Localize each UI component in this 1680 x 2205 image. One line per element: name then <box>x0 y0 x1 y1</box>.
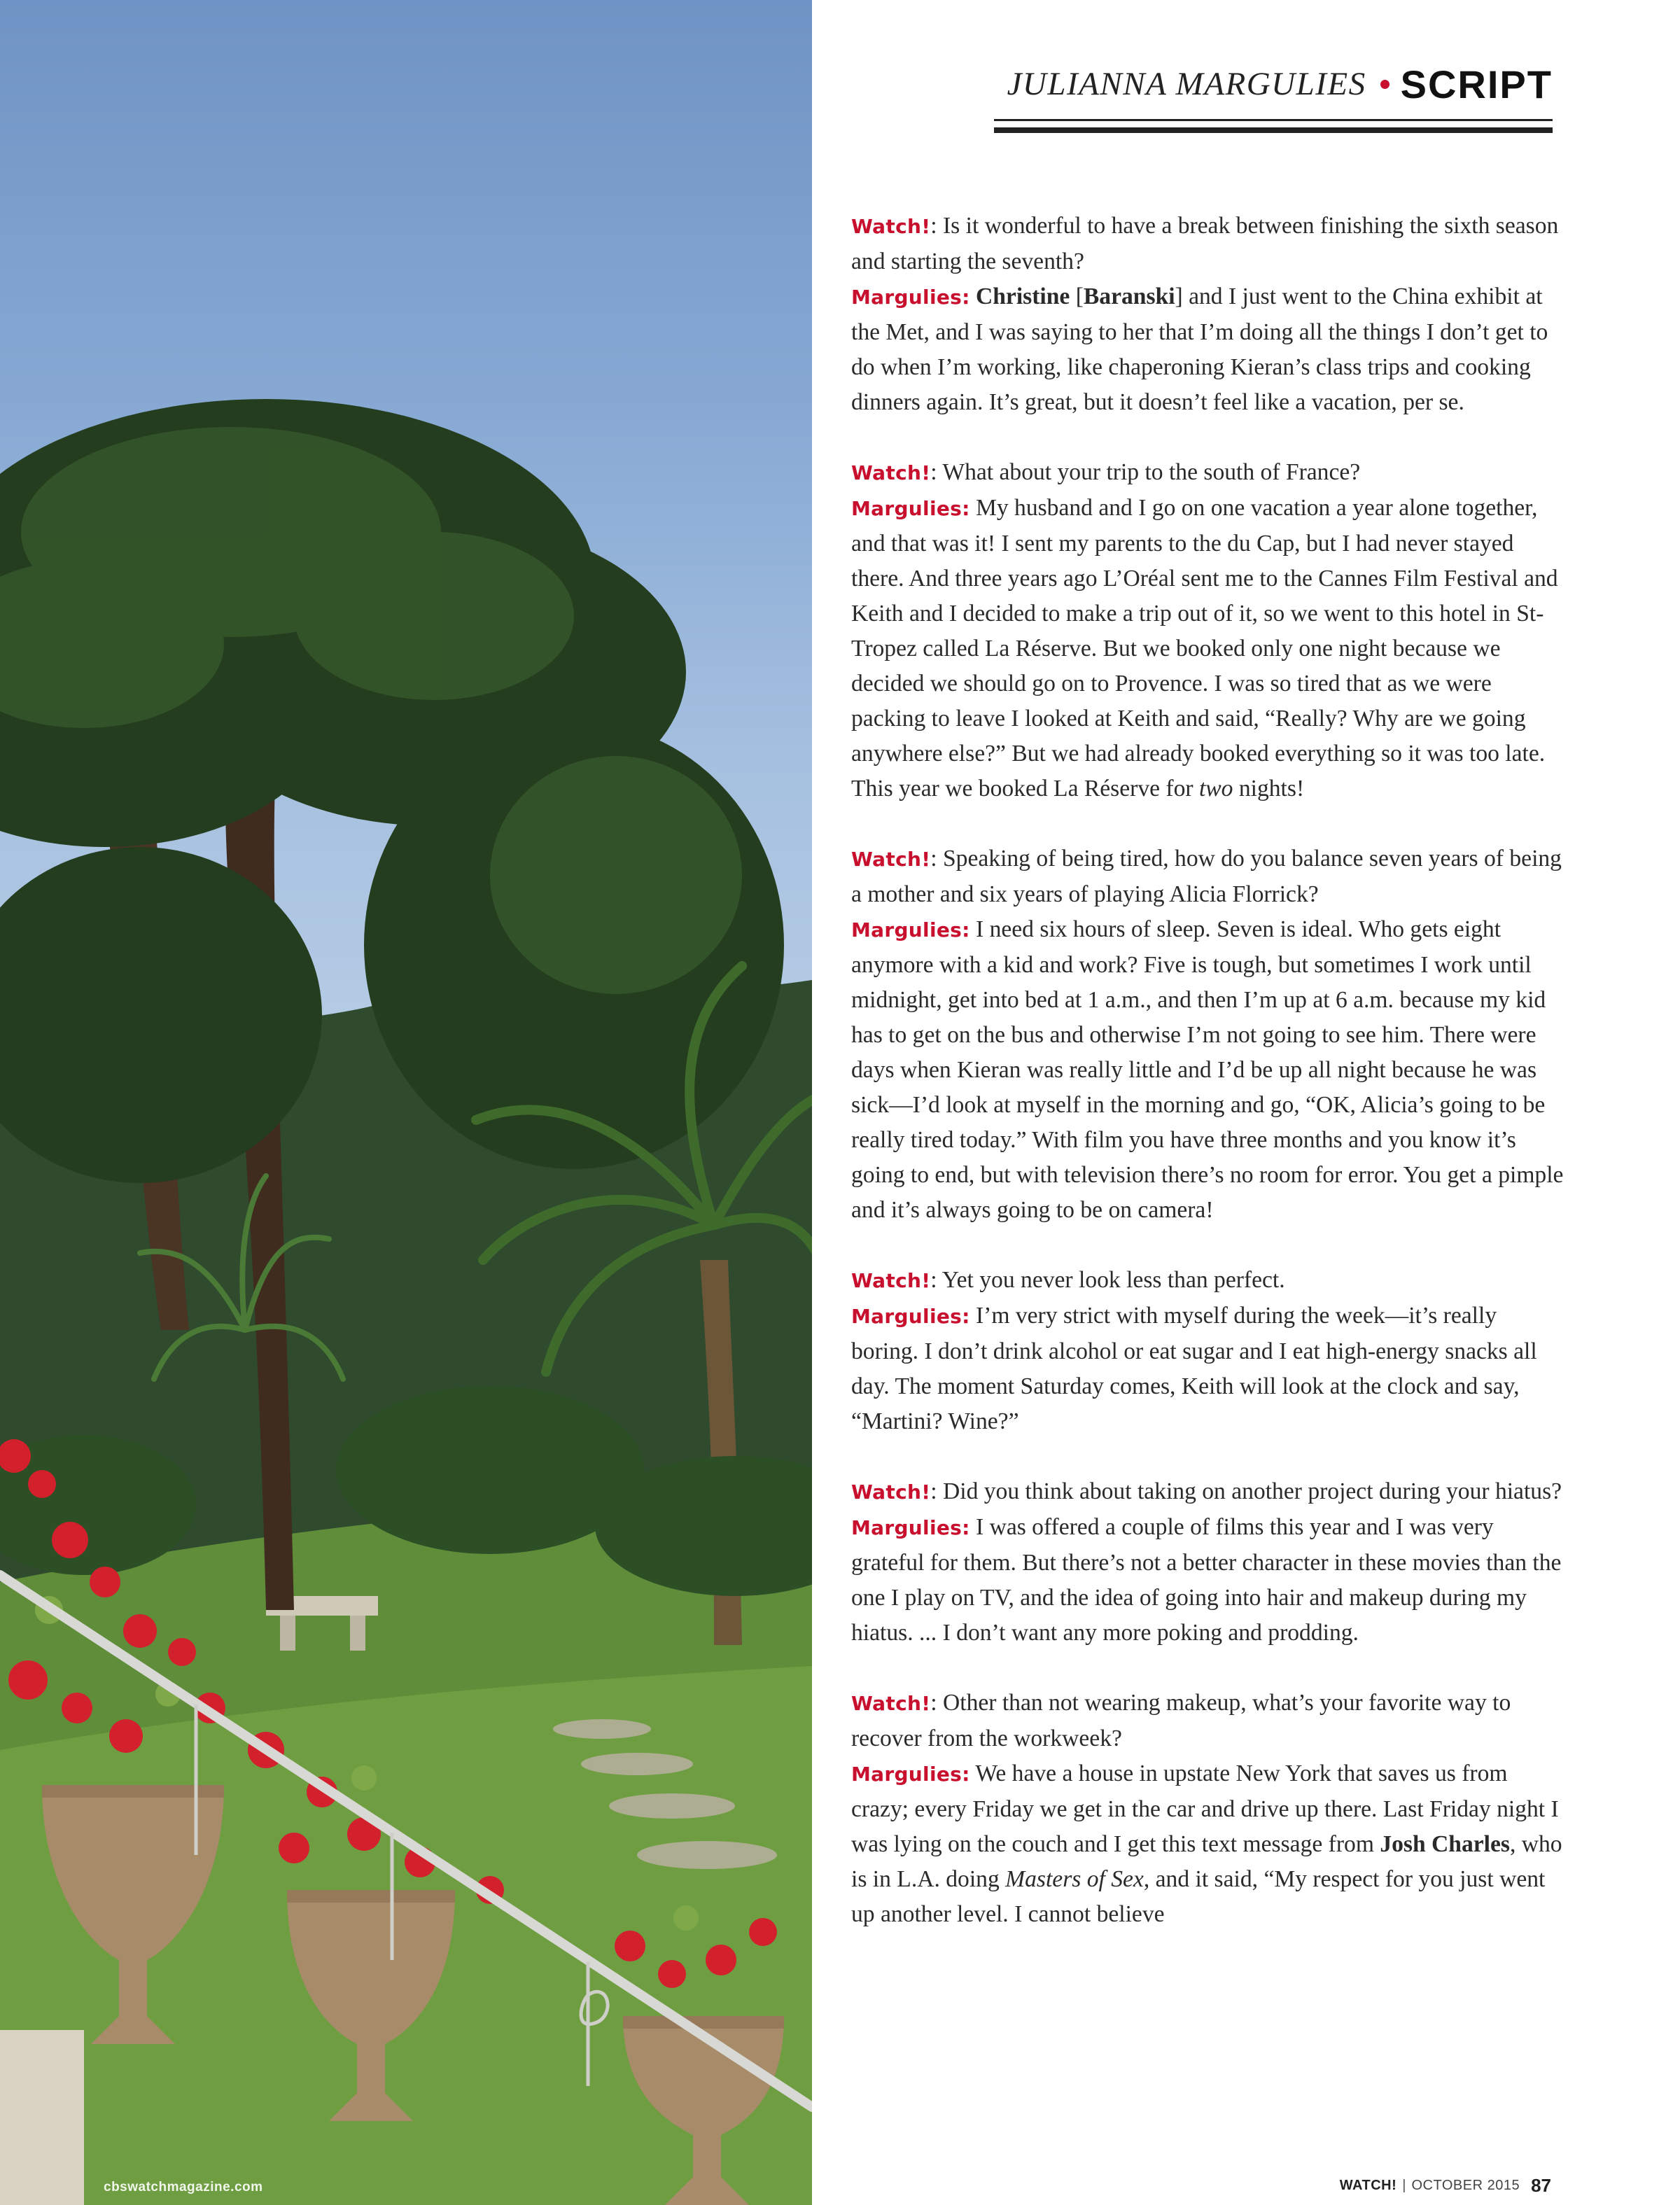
answer-text: ] and I just went to the China exhibit at the Met, and I was saying to her that I’m doing all the things I don’t get to do when I’m working, like chaperoning Kieran’s class trips and cooking dinners again. It’s great, but it doesn’t feel like a vacation, per se. <box>851 284 1548 415</box>
footer-separator: | <box>1402 2177 1406 2193</box>
page-footer <box>1190 2173 1551 2198</box>
photo-credit-url: cbswatchmagazine.com <box>104 2180 263 2194</box>
answer-text: I’m very strict with myself during the week—it’s really boring. I don’t drink alcohol or eat sugar and I eat high-energy snacks all day. The moment Saturday comes, Keith will look at the clock and say, “Martini? Wine?” <box>851 1303 1537 1434</box>
answer <box>851 1298 1565 1439</box>
answer <box>851 491 1565 806</box>
header-rule-thick <box>994 127 1553 133</box>
speaker-label-margulies: Margulies: <box>851 286 970 309</box>
garden-photo <box>0 0 812 2205</box>
answer-text: [ <box>1070 284 1084 309</box>
answer-text: We have a house in upstate New York that saves us from crazy; every Friday we get in the car and drive up there. Last Friday night I was lying on the couch and I get this text message from <box>851 1760 1559 1857</box>
question-text: : Other than not wearing makeup, what’s your favorite way to recover from the workweek? <box>851 1690 1511 1751</box>
answer <box>851 912 1565 1228</box>
page-number: 87 <box>1531 2174 1551 2196</box>
person-name: Christine <box>976 284 1070 309</box>
speaker-label-watch: Watch! <box>851 1269 931 1292</box>
speaker-label-watch: Watch! <box>851 1692 931 1715</box>
qa-block-2 <box>851 455 1565 806</box>
answer-text: nights! <box>1233 776 1305 802</box>
qa-block-6 <box>851 1686 1565 1932</box>
question <box>851 209 1565 279</box>
speaker-label-margulies: Margulies: <box>851 1305 970 1328</box>
speaker-label-margulies: Margulies: <box>851 1516 970 1539</box>
speaker-label-margulies: Margulies: <box>851 497 970 520</box>
speaker-label-watch: Watch! <box>851 848 931 871</box>
section-logo: SCRIPT <box>1400 62 1553 106</box>
question <box>851 455 1565 491</box>
speaker-label-watch: Watch! <box>851 1480 931 1504</box>
header-subject-name: JULIANNA MARGULIES <box>1007 66 1366 102</box>
answer-text: I need six hours of sleep. Seven is ideal. Who gets eight anymore with a kid and work? Five is tough, but sometimes I work until midnight, get into bed at 1 a.m., and then I’m up at 6 a.m. because my kid has to get on the bus and otherwise I’m not going to see him. There were days when Kieran was really little and I’d be up all night because he was sick—I’d look at myself in the morning and go, “OK, Alicia’s going to be really tired today.” With film you have three months and you know it’s going to end, but with television there’s no room for error. You get a pimple and it’s always going to be on camera! <box>851 916 1564 1223</box>
speaker-label-watch: Watch! <box>851 215 931 238</box>
show-title: Masters of Sex <box>1005 1866 1144 1892</box>
footer-issue-date: OCTOBER 2015 <box>1411 2177 1520 2193</box>
speaker-label-watch: Watch! <box>851 461 931 484</box>
answer-text: My husband and I go on one vacation a year alone together, and that was it! I sent my parents to the du Cap, but I had never stayed there. And three years ago L’Oréal sent me to the Cannes Film Festival and Keith and I decided to make a trip out of it, so we went to this hotel in St-Tropez called La Réserve. But we booked only one night because we decided we should go on to Provence. I was so tired that as we were packing to leave I looked at Keith and said, “Really? Why are we going anywhere else?” But we had already booked everything so it was too late. This year we booked La Réserve for <box>851 495 1558 802</box>
answer <box>851 1510 1565 1651</box>
interview-body <box>851 209 1565 2113</box>
running-header <box>994 63 1553 105</box>
question-text: : Yet you never look less than perfect. <box>930 1267 1285 1293</box>
question <box>851 1263 1565 1298</box>
garden-scene-illustration <box>0 0 812 2205</box>
answer <box>851 279 1565 420</box>
answer-text: I was offered a couple of films this year and I was very grateful for them. But there’s not a better character in these movies than the one I play on TV, and the idea of going into hair and makeup during my hiatus. ... I don’t want any more poking and prodding. <box>851 1514 1562 1646</box>
question <box>851 1686 1565 1756</box>
answer-text: , and it said, “My respect for you just went up another level. I cannot believe <box>851 1866 1546 1927</box>
header-rule-thin <box>994 119 1553 121</box>
question-text: : Speaking of being tired, how do you balance seven years of being a mother and six years of playing Alicia Florrick? <box>851 846 1562 907</box>
answer-text: , who is in L.A. doing <box>851 1831 1562 1892</box>
qa-block-3 <box>851 841 1565 1228</box>
person-name: Baranski <box>1083 284 1175 309</box>
footer-magazine-name: WATCH! <box>1339 2177 1397 2193</box>
speaker-label-margulies: Margulies: <box>851 1763 970 1786</box>
qa-block-4 <box>851 1263 1565 1439</box>
question-text: : Did you think about taking on another project during your hiatus? <box>930 1478 1562 1504</box>
emphasis-text: two <box>1198 776 1233 802</box>
question-text: : Is it wonderful to have a break between finishing the sixth season and starting the seventh? <box>851 213 1559 274</box>
answer <box>851 1756 1565 1932</box>
qa-block-5 <box>851 1474 1565 1651</box>
question <box>851 841 1565 912</box>
question <box>851 1474 1565 1510</box>
question-text: : What about your trip to the south of France? <box>930 459 1361 485</box>
bullet-dot-icon <box>1380 80 1390 89</box>
person-name: Josh Charles <box>1380 1831 1510 1857</box>
speaker-label-margulies: Margulies: <box>851 918 970 941</box>
qa-block-1 <box>851 209 1565 420</box>
